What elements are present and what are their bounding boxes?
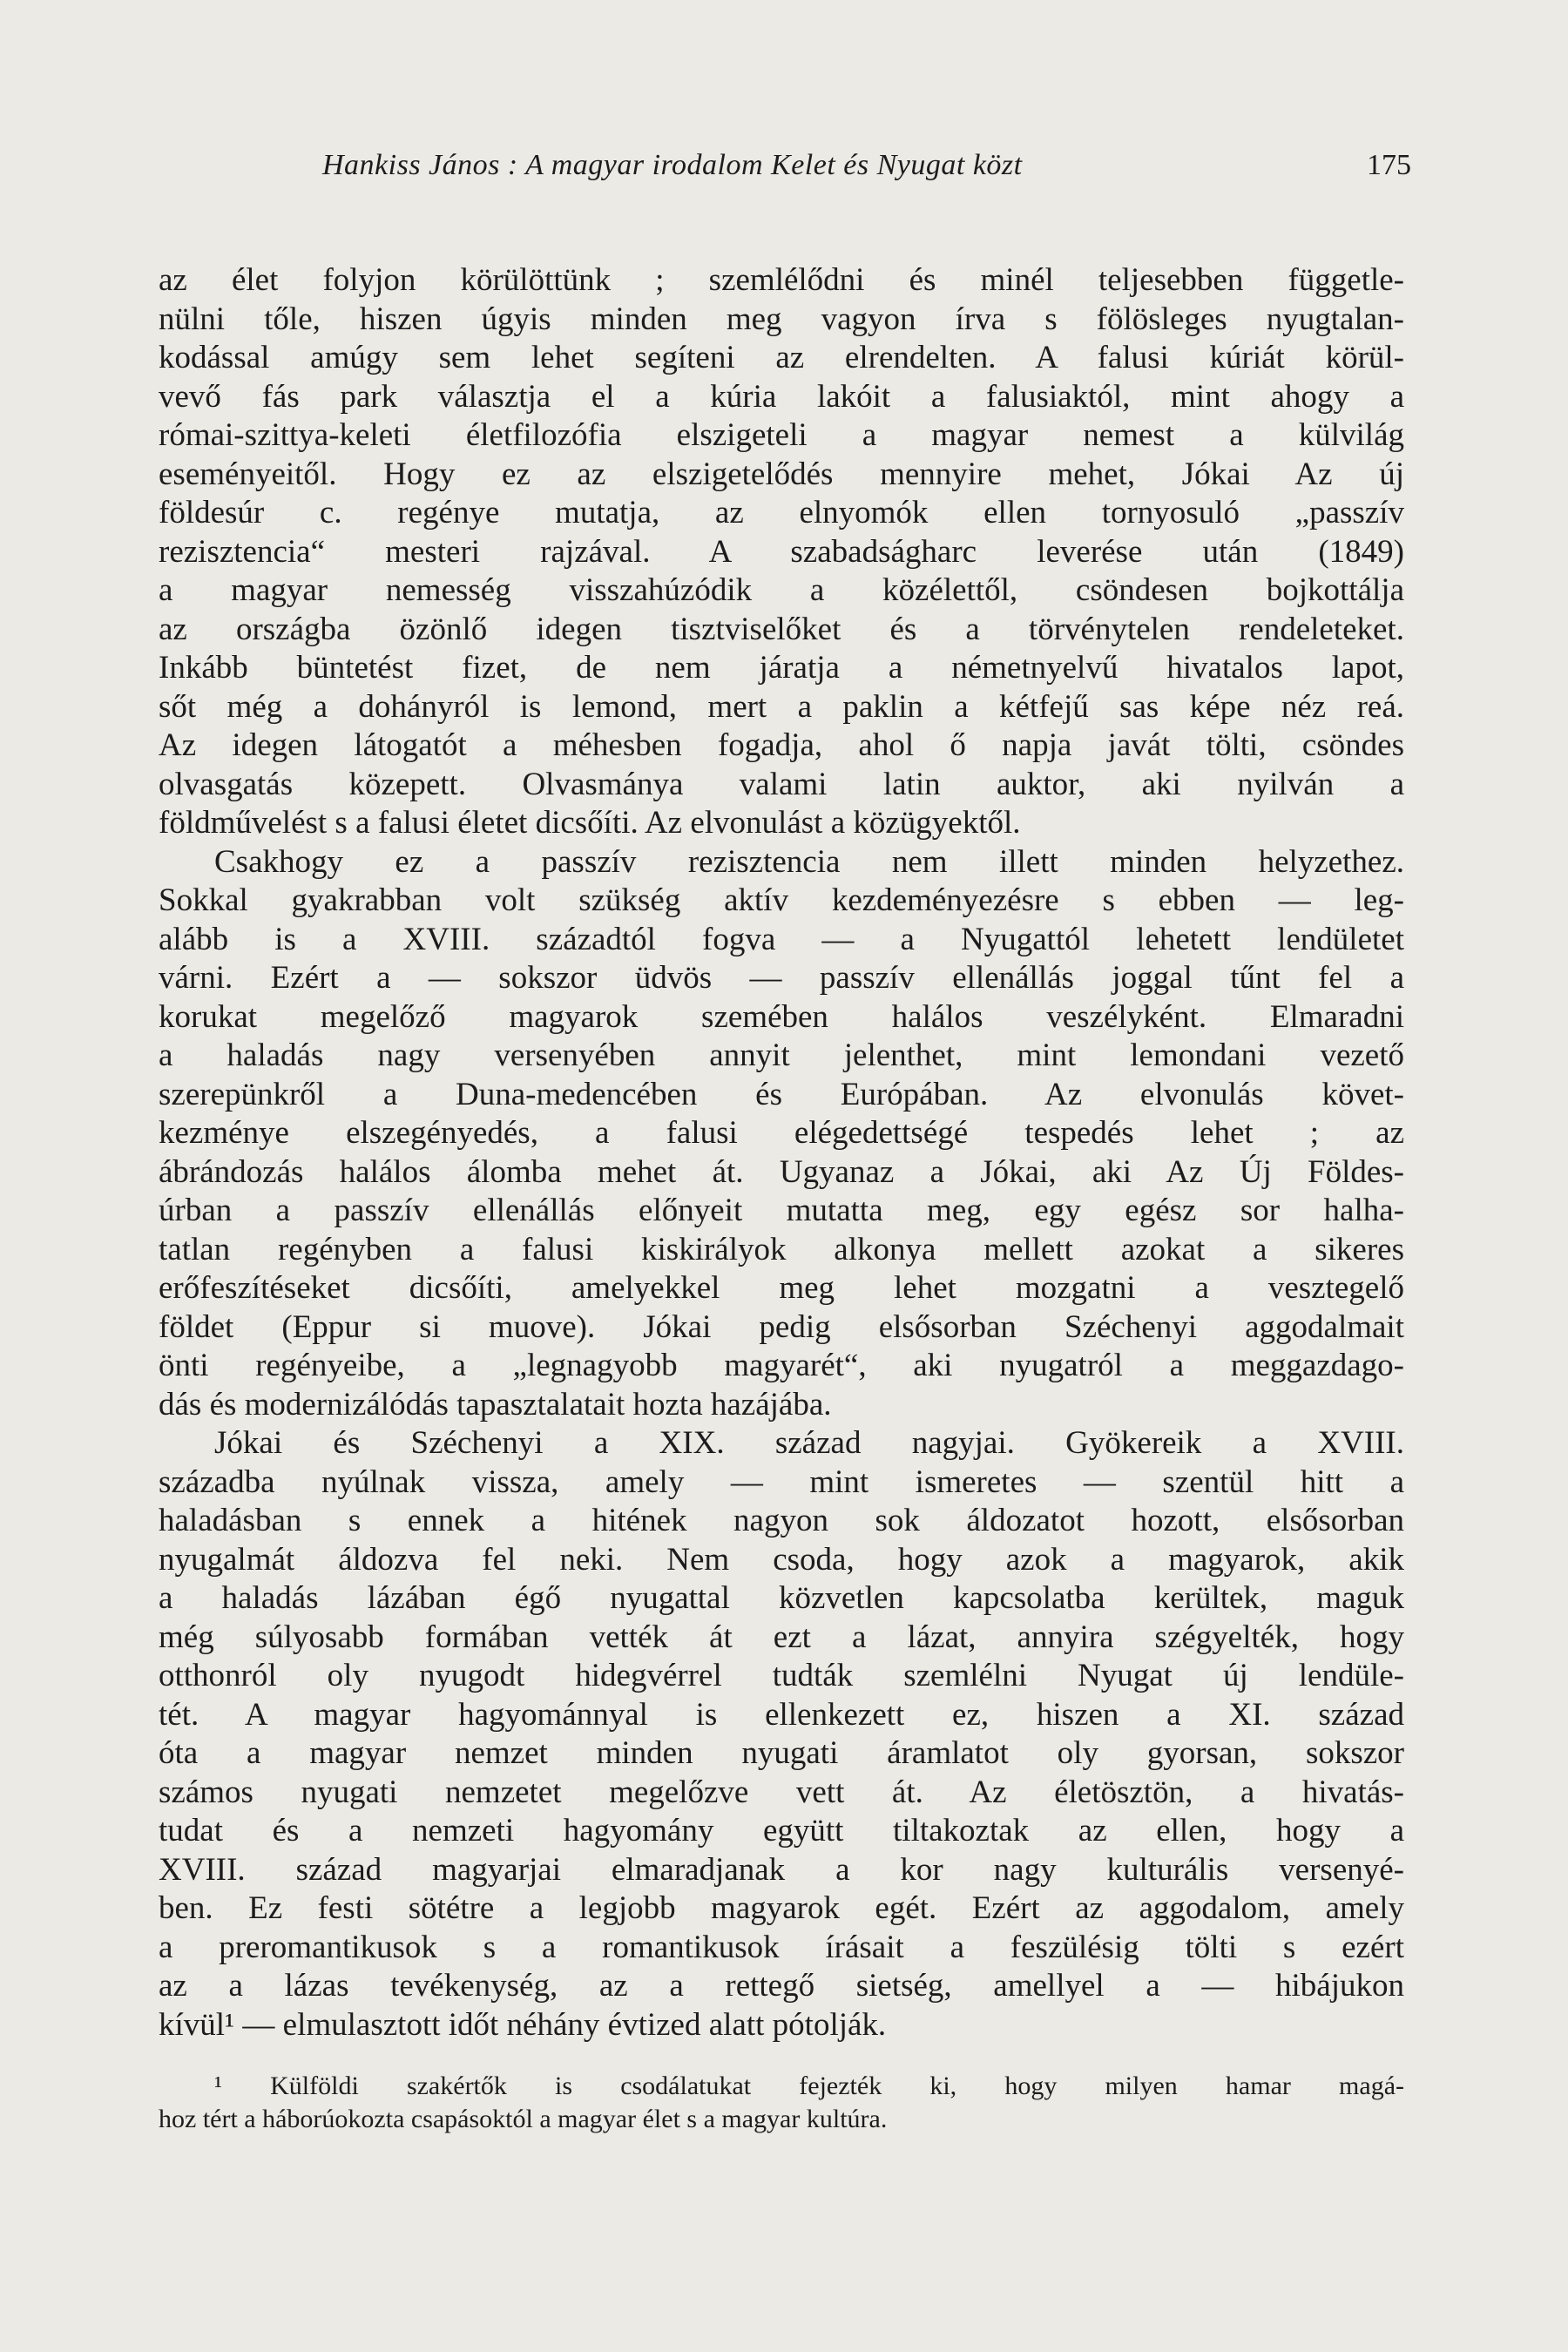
text-line: erőfeszítéseket dicsőíti, amelyekkel meg lehet mozgatni a vesztegelő [159,1270,1404,1306]
text-line: földművelést s a falusi életet dicsőíti. Az elvonulást a közügyektől. [159,805,1021,841]
text-line: az országba özönlő idegen tisztviselőket és a törvénytelen rendeleteket. [159,611,1404,647]
text-line: várni. Ezért a — sokszor üdvös — passzív ellenállás joggal tűnt fel a [159,960,1404,996]
text-line: Sokkal gyakrabban volt szükség aktív kezdeményezésre s ebben — leg- [159,882,1404,918]
footnote-line: hoz tért a háborúokozta csapásoktól a magyar élet s a magyar kultúra. [159,2105,888,2133]
text-line: a preromantikusok s a romantikusok írásait a feszülésig tölti s ezért [159,1929,1404,1965]
text-line: a magyar nemesség visszahúzódik a közélettől, csöndesen bojkottálja [159,572,1404,608]
text-line: Az idegen látogatót a méhesben fogadja, ahol ő napja javát tölti, csöndes [159,727,1404,763]
text-line: földet (Eppur si muove). Jókai pedig elsősorban Széchenyi aggodalmait [159,1308,1404,1345]
text-line: ben. Ez festi sötétre a legjobb magyarok egét. Ezért az aggodalom, amely [159,1890,1404,1926]
body-text [159,261,1404,2044]
text-line: olvasgatás közepett. Olvasmánya valami latin auktor, aki nyilván a [159,766,1404,802]
text-line: sőt még a dohányról is lemond, mert a paklin a kétfejű sas képe néz reá. [159,688,1404,725]
footnote-line: ¹ Külföldi szakértők is csodálatukat fejezték ki, hogy milyen hamar magá- [214,2072,1404,2100]
text-line: otthonról oly nyugodt hidegvérrel tudták szemlélni Nyugat új lendüle- [159,1658,1404,1693]
footnotes [159,2070,1404,2136]
text-line: a haladás nagy versenyében annyit jelenthet, mint lemondani vezető [159,1037,1404,1073]
text-line: óta a magyar nemzet minden nyugati áramlatot oly gyorsan, sokszor [159,1735,1404,1771]
text-line: nülni tőle, hiszen úgyis minden meg vagyon írva s fölösleges nyugtalan- [159,301,1404,337]
text-line: századba nyúlnak vissza, amely — mint ismeretes — szentül hitt a [159,1463,1404,1500]
text-line: még súlyosabb formában vették át ezt a lázat, annyira szégyelték, hogy [159,1619,1404,1655]
page-number: 175 [1367,149,1411,181]
text-line: római-szittya-keleti életfilozófia elszigeteli a magyar nemest a külvilág [159,417,1404,453]
text-line: földesúr c. regénye mutatja, az elnyomók ellen tornyosuló „passzív [159,495,1404,531]
text-line: kívül¹ — elmulasztott időt néhány évtized alatt pótolják. [159,2006,887,2043]
text-line: tatlan regényben a falusi kiskirályok alkonya mellett azokat a sikeres [159,1231,1404,1267]
text-line: Inkább büntetést fizet, de nem járatja a németnyelvű hivatalos lapot, [159,650,1404,686]
running-header [322,146,1437,185]
text-line: kezménye elszegényedés, a falusi elégedettségé tespedés lehet ; az [159,1115,1404,1151]
text-line: számos nyugati nemzetet megelőzve vett át. Az életösztön, a hivatás- [159,1774,1404,1810]
text-line: az a lázas tevékenység, az a rettegő sietség, amellyel a — hibájukon [159,1968,1404,2004]
text-line: az élet folyjon körülöttünk ; szemlélődni és minél teljesebben függetle- [159,262,1404,298]
text-line: szerepünkről a Duna-medencében és Európában. Az elvonulás követ- [159,1076,1404,1112]
text-line: nyugalmát áldozva fel neki. Nem csoda, hogy azok a magyarok, akik [159,1541,1404,1578]
text-line: a haladás lázában égő nyugattal közvetlen kapcsolatba kerültek, maguk [159,1580,1404,1616]
text-line: rezisztencia“ mesteri rajzával. A szabadságharc leverése után (1849) [159,533,1404,570]
text-line: kodással amúgy sem lehet segíteni az elrendelten. A falusi kúriát körül- [159,340,1404,375]
header-title: Hankiss János : A magyar irodalom Kelet és Nyugat közt [322,149,1023,181]
text-line: eseményeitől. Hogy ez az elszigetelődés mennyire mehet, Jókai Az új [159,456,1404,492]
text-line: Jókai és Széchenyi a XIX. század nagyjai. Gyökereik a XVIII. [214,1425,1404,1461]
text-line: Csakhogy ez a passzív rezisztencia nem illett minden helyzethez. [214,843,1404,880]
text-line: XVIII. század magyarjai elmaradjanak a kor nagy kulturális versenyé- [159,1851,1404,1888]
text-line: tét. A magyar hagyománnyal is ellenkezett ez, hiszen a XI. század [159,1696,1404,1733]
text-line: úrban a passzív ellenállás előnyeit mutatta meg, egy egész sor halha- [159,1193,1404,1228]
text-line: korukat megelőző magyarok szemében halálos veszélyként. Elmaradni [159,998,1404,1035]
text-line: vevő fás park választja el a kúria lakóit a falusiaktól, mint ahogy a [159,378,1404,415]
text-line: ábrándozás halálos álomba mehet át. Ugyanaz a Jókai, aki Az Új Földes- [159,1153,1404,1190]
text-line: alább is a XVIII. századtól fogva — a Nyugattól lehetett lendületet [159,921,1404,957]
text-line: tudat és a nemzeti hagyomány együtt tiltakoztak az ellen, hogy a [159,1813,1404,1848]
text-line: önti regényeibe, a „legnagyobb magyarét“, aki nyugatról a meggazdago- [159,1348,1404,1383]
text-line: dás és modernizálódás tapasztalatait hozta hazájába. [159,1386,832,1423]
text-line: haladásban s ennek a hitének nagyon sok áldozatot hozott, elsősorban [159,1503,1404,1538]
